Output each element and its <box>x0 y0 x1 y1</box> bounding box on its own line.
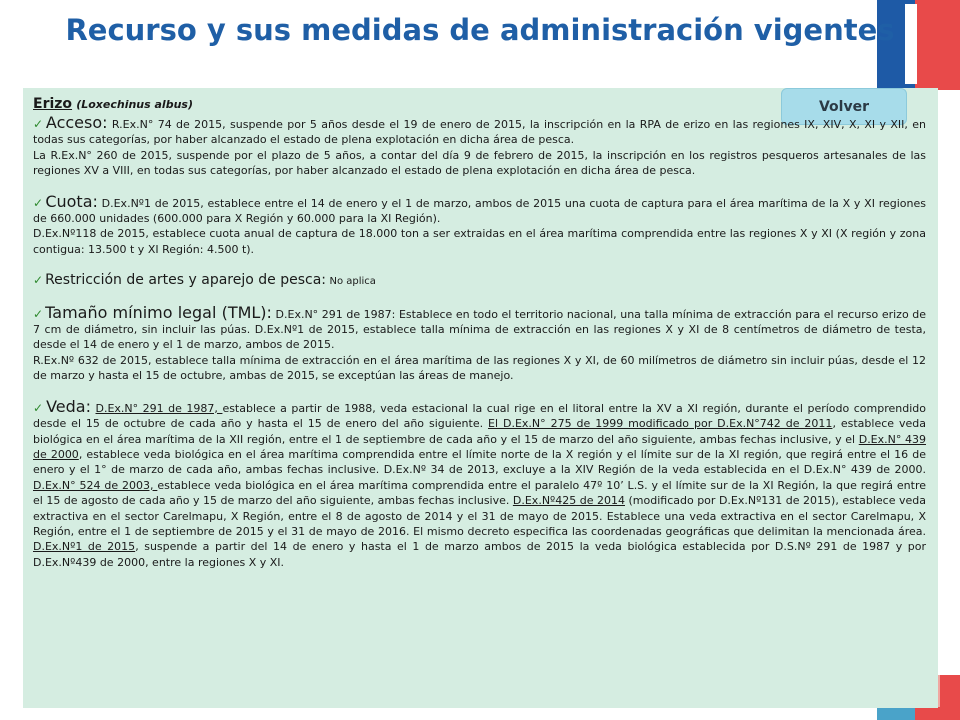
cuota-label: Cuota: <box>45 191 98 211</box>
volver-button[interactable]: Volver <box>781 88 907 125</box>
acceso-text-2: La R.Ex.N° 260 de 2015, suspende por el plazo de 5 años, a contar del día 9 de febrero de 2015, la inscripción en los registros pesqueros artesanales de las regiones XV a VIII, en todas sus categorías, por haber alcanzado el estado de plena explotación en dicha área de pesca. <box>33 148 926 178</box>
check-icon: ✓ <box>33 306 44 321</box>
acceso-label: Acceso: <box>45 113 108 132</box>
veda-part: , establece veda biológica en el área marítima comprendida entre el límite norte de la X región y el límite sur de la XI región, que regirá entre el 16 de enero y el 1° de marzo de cada año, ambas fechas inclusive. D.Ex.Nº 34 de 2013, excluye a la XIV Región de la veda establecida en el D.Ex.N° 439 de 2000. <box>33 447 926 477</box>
acceso-text-1: R.Ex.N° 74 de 2015, suspende por 5 años desde el 19 de enero de 2015, la inscripción en la RPA de erizo en las regiones IX, XIV, X, XI y XII, en todas sus categorías, por haber alcanzado el estado de plena explotación en dicha área de pesca. <box>33 118 926 147</box>
veda-part: D.Ex.N° 524 de 2003, <box>33 478 158 492</box>
footer-stripe-red <box>940 675 960 720</box>
page-title: Recurso y sus medidas de administración vigentes <box>65 13 895 47</box>
veda-part: El D.Ex.N° 275 de 1999 modificado por D.Ex.N°742 de 2011 <box>488 417 833 431</box>
section-veda <box>33 398 926 570</box>
veda-part: establece veda biológica en el área marítima comprendida entre el paralelo 47º 10’ L.S. y el límite sur de la XI Región, la que regirá entre el 15 de agosto de cada año y 15 de marzo del año siguiente, ambas fechas inclusive. <box>33 478 927 508</box>
species-name: Erizo <box>33 96 73 112</box>
veda-part: , suspende a partir del 14 de enero y hasta el 1 de marzo ambos de 2015 la veda biológica establecida por D.S.Nº 291 de 1987 y por D.Ex.Nº439 de 2000, entre la regiones X y XI. <box>33 540 927 569</box>
veda-part: D.Ex.Nº425 de 2014 <box>512 494 625 508</box>
species-heading <box>33 96 926 113</box>
check-icon: ✓ <box>33 195 44 210</box>
veda-part: D.Ex.N° 439 de 2000 <box>33 432 926 461</box>
veda-part: (modificado por D.Ex.Nº131 de 2015), establece veda extractiva en el sector Carelmapu, X Región, entre el 8 de agosto de 2014 y el 31 de mayo de 2015. Establece una veda extractiva en el sector Carelmapu, X Región, entre el 1 de septiembre de 2015 y el 31 de mayo de 2016. El mismo decreto especifica las coordenadas geográficas que delimitan la mencionada área. <box>33 494 926 538</box>
flag-stripe-red <box>915 0 960 90</box>
check-icon: ✓ <box>33 400 45 415</box>
restriccion-value: No aplica <box>329 276 376 288</box>
tml-text-1: D.Ex.N° 291 de 1987: Establece en todo el territorio nacional, una talla mínima de extracción para el recurso erizo de 7 cm de diámetro, sin incluir las púas. D.Ex.Nº1 de 2015, establece talla mínima de extracción en las regiones X y XI de 8 centímetros de diámetro de testa, desde el 14 de enero y el 1 de marzo, ambos de 2015. <box>33 307 926 352</box>
tml-label: Tamaño mínimo legal (TML): <box>45 302 272 322</box>
veda-part: D.Ex.N° 291 de 1987, <box>95 401 223 415</box>
veda-label: Veda: <box>46 396 91 416</box>
cuota-text-1: D.Ex.Nº1 de 2015, establece entre el 14 de enero y el 1 de marzo, ambos de 2015 una cuota de captura para el área marítima de la X y XI regiones de 660.000 unidades (600.000 para X Región y 60.000 para la XI Región). <box>33 196 926 226</box>
section-restriccion <box>33 271 926 289</box>
section-acceso <box>33 114 926 179</box>
veda-part: , establece veda biológica en el área marítima de la XII región, entre el 1 de septiembre de cada año y el 15 de marzo del año siguiente, ambas fechas inclusive, y el <box>33 417 926 446</box>
cuota-text-2: D.Ex.Nº118 de 2015, establece cuota anual de captura de 18.000 ton a ser extraidas en el área marítima comprendida entre las regiones X y XI (X región y zona contigua: 13.500 t y XI Región: 4.500 t). <box>33 227 926 256</box>
section-tml <box>33 304 926 384</box>
section-cuota <box>33 193 926 258</box>
veda-part: D.Ex.Nº1 de 2015 <box>33 540 136 554</box>
check-icon: ✓ <box>33 117 44 131</box>
resource-content <box>33 96 926 584</box>
restriccion-label: Restricción de artes y aparejo de pesca: <box>45 272 326 289</box>
species-scientific-name: (Loxechinus albus) <box>76 98 193 111</box>
footer-stripe-red-bottom <box>915 707 940 720</box>
check-icon: ✓ <box>33 273 44 288</box>
tml-text-2: R.Ex.Nº 632 de 2015, establece talla mínima de extracción en el área marítima de las regiones X y XI, de 60 milímetros de diámetro sin incluir púas, desde el 12 de marzo y hasta el 15 de octubre, ambas de 2015, se exceptúan las áreas de manejo. <box>33 353 926 383</box>
veda-part: establece a partir de 1988, veda estacional la cual rige en el litoral entre la XV a XI región, durante el período comprendido desde el 15 de octubre de cada año y hasta el 15 de enero del año siguiente. <box>33 401 926 431</box>
flag-stripe-white <box>905 4 917 84</box>
